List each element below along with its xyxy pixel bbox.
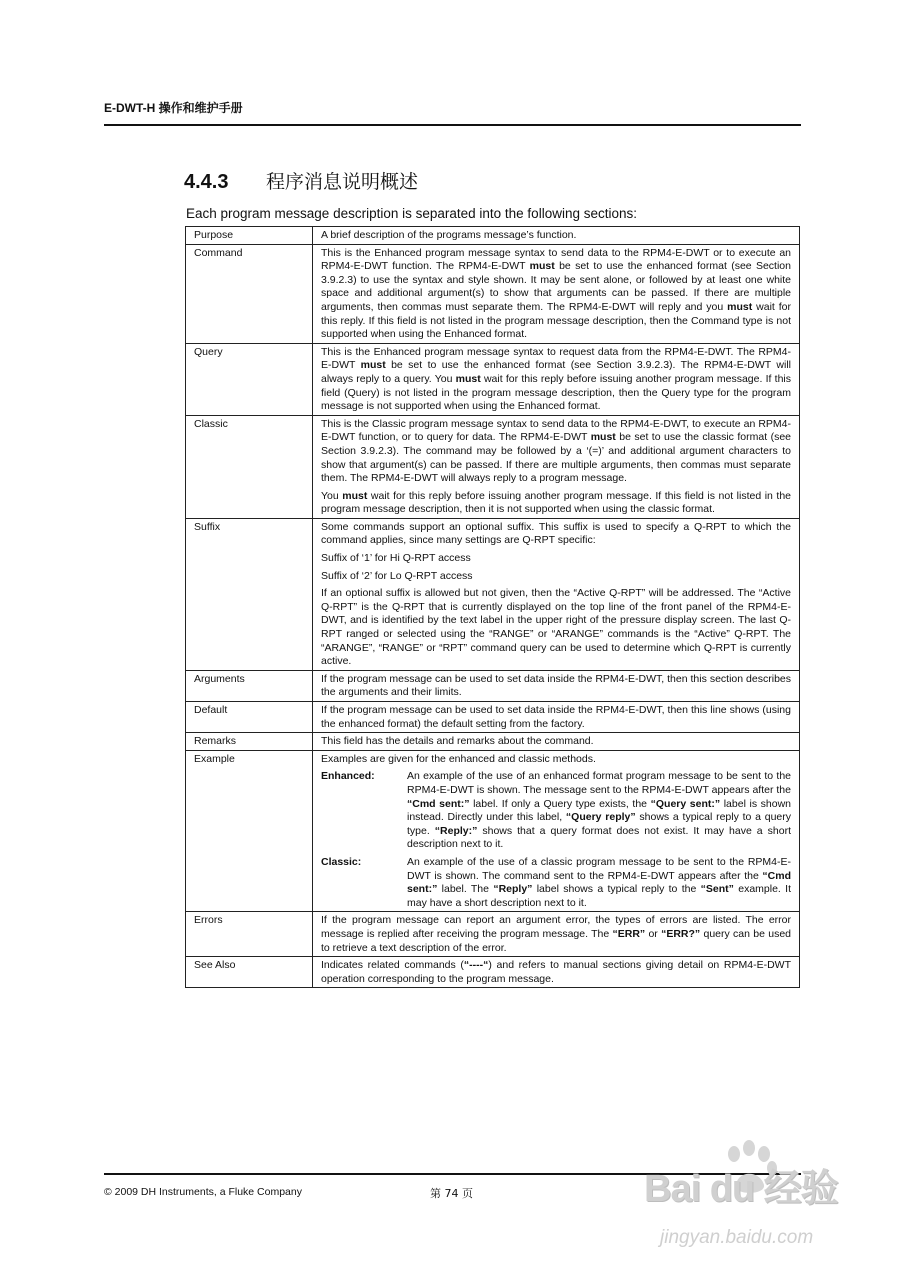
row-text: This is the Enhanced program message syntax to send data to the RPM4-E-DWT or to execute an RPM4-E-DWT function. The RPM4-E-DWT must be set to use the enhanced format (see Section 3.9.2.3) to use the syntax and style shown. It may be sent alone, or followed by at least one white space and additional argument(s) to show that arguments can be passed. If there are multiple arguments, then commas must separate them. The RPM4-E-DWT will reply and you must wait for this reply. If this field is not listed in the program message description, then the Command type is not supported when using the Enhanced format.	[313, 244, 800, 343]
row-text: This field has the details and remarks about the command.	[313, 733, 800, 751]
example-enhanced	[321, 770, 791, 852]
watermark-url: jingyan.baidu.com	[660, 1227, 814, 1248]
row-text: This is the Enhanced program message syntax to request data from the RPM4-E-DWT. The RPM4-E-DWT must be set to use the enhanced format (see Section 3.9.2.3). The RPM4-E-DWT will always reply to a query. You must wait for this reply before issuing another program message. If this field (Query) is not listed in the program message description, then the Query type for the program message is not supported when using the Enhanced format.	[313, 343, 800, 415]
row-label: Query	[186, 343, 313, 415]
row-text: A brief description of the programs message’s function.	[313, 227, 800, 245]
example-text: An example of the use of a classic program message to be sent to the RPM4-E-DWT is shown. The command sent to the RPM4-E-DWT appears after the “Cmd sent:” label. The “Reply” label shows a typical reply to the “Sent” example. It may have a short description next to it.	[407, 855, 791, 909]
table-row	[186, 750, 800, 912]
row-text: This is the Classic program message syntax to send data to the RPM4-E-DWT, to execute an RPM4-E-DWT function, or to query for data. The RPM4-E-DWT must be set to use the classic format (see Section 3.9.2.3). The command may be followed by a ‘(=)’ and additional argument characters to show that argument(s) can be passed. If there are multiple arguments, then commas must separate them. The RPM4-E-DWT will always reply to a program message. You must wait for this reply before issuing another program message. If this field is not listed in the program message description, then it is not supported when using the classic format.	[313, 415, 800, 518]
footer-page-number: 第 74 页	[430, 1187, 473, 1200]
section-number: 4.4.3	[184, 171, 229, 193]
row-label: Remarks	[186, 733, 313, 751]
header-rule	[104, 124, 801, 126]
table-row	[186, 415, 800, 518]
section-heading	[184, 167, 418, 194]
table-row	[186, 244, 800, 343]
intro-paragraph: Each program message description is separated into the following sections:	[186, 206, 637, 221]
example-text: An example of the use of an enhanced format program message to be sent to the RPM4-E-DWT is shown. The message sent to the RPM4-E-DWT appears after the “Cmd sent:” label. If only a Query type exists, the “Query sent:” label is shown instead. Directly under this label, “Query reply” shows a typical reply to a query type. “Reply:” shows that a query format does not exist. It may have a short description next to it.	[407, 770, 792, 851]
footer-copyright: © 2009 DH Instruments, a Fluke Company	[104, 1186, 302, 1198]
row-text: If the program message can be used to set data inside the RPM4-E-DWT, then this line shows (using the enhanced format) the default setting from the factory.	[313, 702, 800, 733]
row-text: If the program message can report an argument error, the types of errors are listed. The error message is replied after receiving the program message. The “ERR” or “ERR?” query can be used to retrieve a text description of the error.	[313, 912, 800, 957]
watermark-logo: Bai du 经验	[644, 1168, 838, 1210]
table-row	[186, 227, 800, 245]
running-header: E-DWT-H 操作和维护手册	[104, 101, 243, 115]
row-text: Indicates related commands (“----“) and refers to manual sections giving detail on RPM4-E-DWT operation corresponding to the program message.	[313, 957, 800, 988]
row-label: Default	[186, 702, 313, 733]
example-classic	[321, 856, 791, 910]
row-label: See Also	[186, 957, 313, 988]
row-label: Command	[186, 244, 313, 343]
row-text: Some commands support an optional suffix. This suffix is used to specify a Q-RPT to which the command applies, since many settings are Q-RPT specific: Suffix of ‘1’ for Hi Q-RPT access Suffix of ‘2’ for Lo Q-RPT access If an optional suffix is allowed but not given, then the “Active Q-RPT” will be addressed. The “Active Q-RPT” is the Q-RPT that is currently displayed on the top line of the front panel of the RPM4-E-DWT, and is identified by the text label in the upper right of the pressure display screen. The last Q-RPT ranged or selected using the “RANGE” or “ARANGE” commands is the “Active” Q-RPT. The “ARANGE”, “RANGE” or “RPT” command query can be used to determine which Q-RPT is currently active.	[313, 518, 800, 670]
table-row	[186, 912, 800, 957]
section-description-table	[185, 226, 800, 988]
row-label: Errors	[186, 912, 313, 957]
row-label: Example	[186, 750, 313, 912]
row-label: Suffix	[186, 518, 313, 670]
table-row	[186, 343, 800, 415]
baidu-watermark	[636, 1132, 876, 1282]
row-label: Classic	[186, 415, 313, 518]
table-row	[186, 670, 800, 701]
row-text: Examples are given for the enhanced and classic methods. Enhanced: An example of the use of an enhanced format program message to be sent to the RPM4-E-DWT is shown. The message sent to the RPM4-E-DWT appears after the “Cmd sent:” label. If only a Query type exists, the “Query sent:” label is shown instead. Directly under this label, “Query reply” shows a typical reply to a query type. “Reply:” shows that a query format does not exist. It may have a short description next to it. Classic: An example of the use of a classic program message to be sent to the RPM4-E-DWT is shown. The command sent to the RPM4-E-DWT appears after the “Cmd sent:” label. The “Reply” label shows a typical reply to the “Sent” example. It may have a short description next to it.	[313, 750, 800, 912]
section-title: 程序消息说明概述	[266, 171, 419, 193]
table-row	[186, 702, 800, 733]
example-term: Classic:	[321, 855, 362, 868]
table-row	[186, 733, 800, 751]
table-row	[186, 957, 800, 988]
row-label: Arguments	[186, 670, 313, 701]
example-term: Enhanced:	[321, 770, 375, 783]
row-label: Purpose	[186, 227, 313, 245]
table-row	[186, 518, 800, 670]
row-text: If the program message can be used to set data inside the RPM4-E-DWT, then this section describes the arguments and their limits.	[313, 670, 800, 701]
